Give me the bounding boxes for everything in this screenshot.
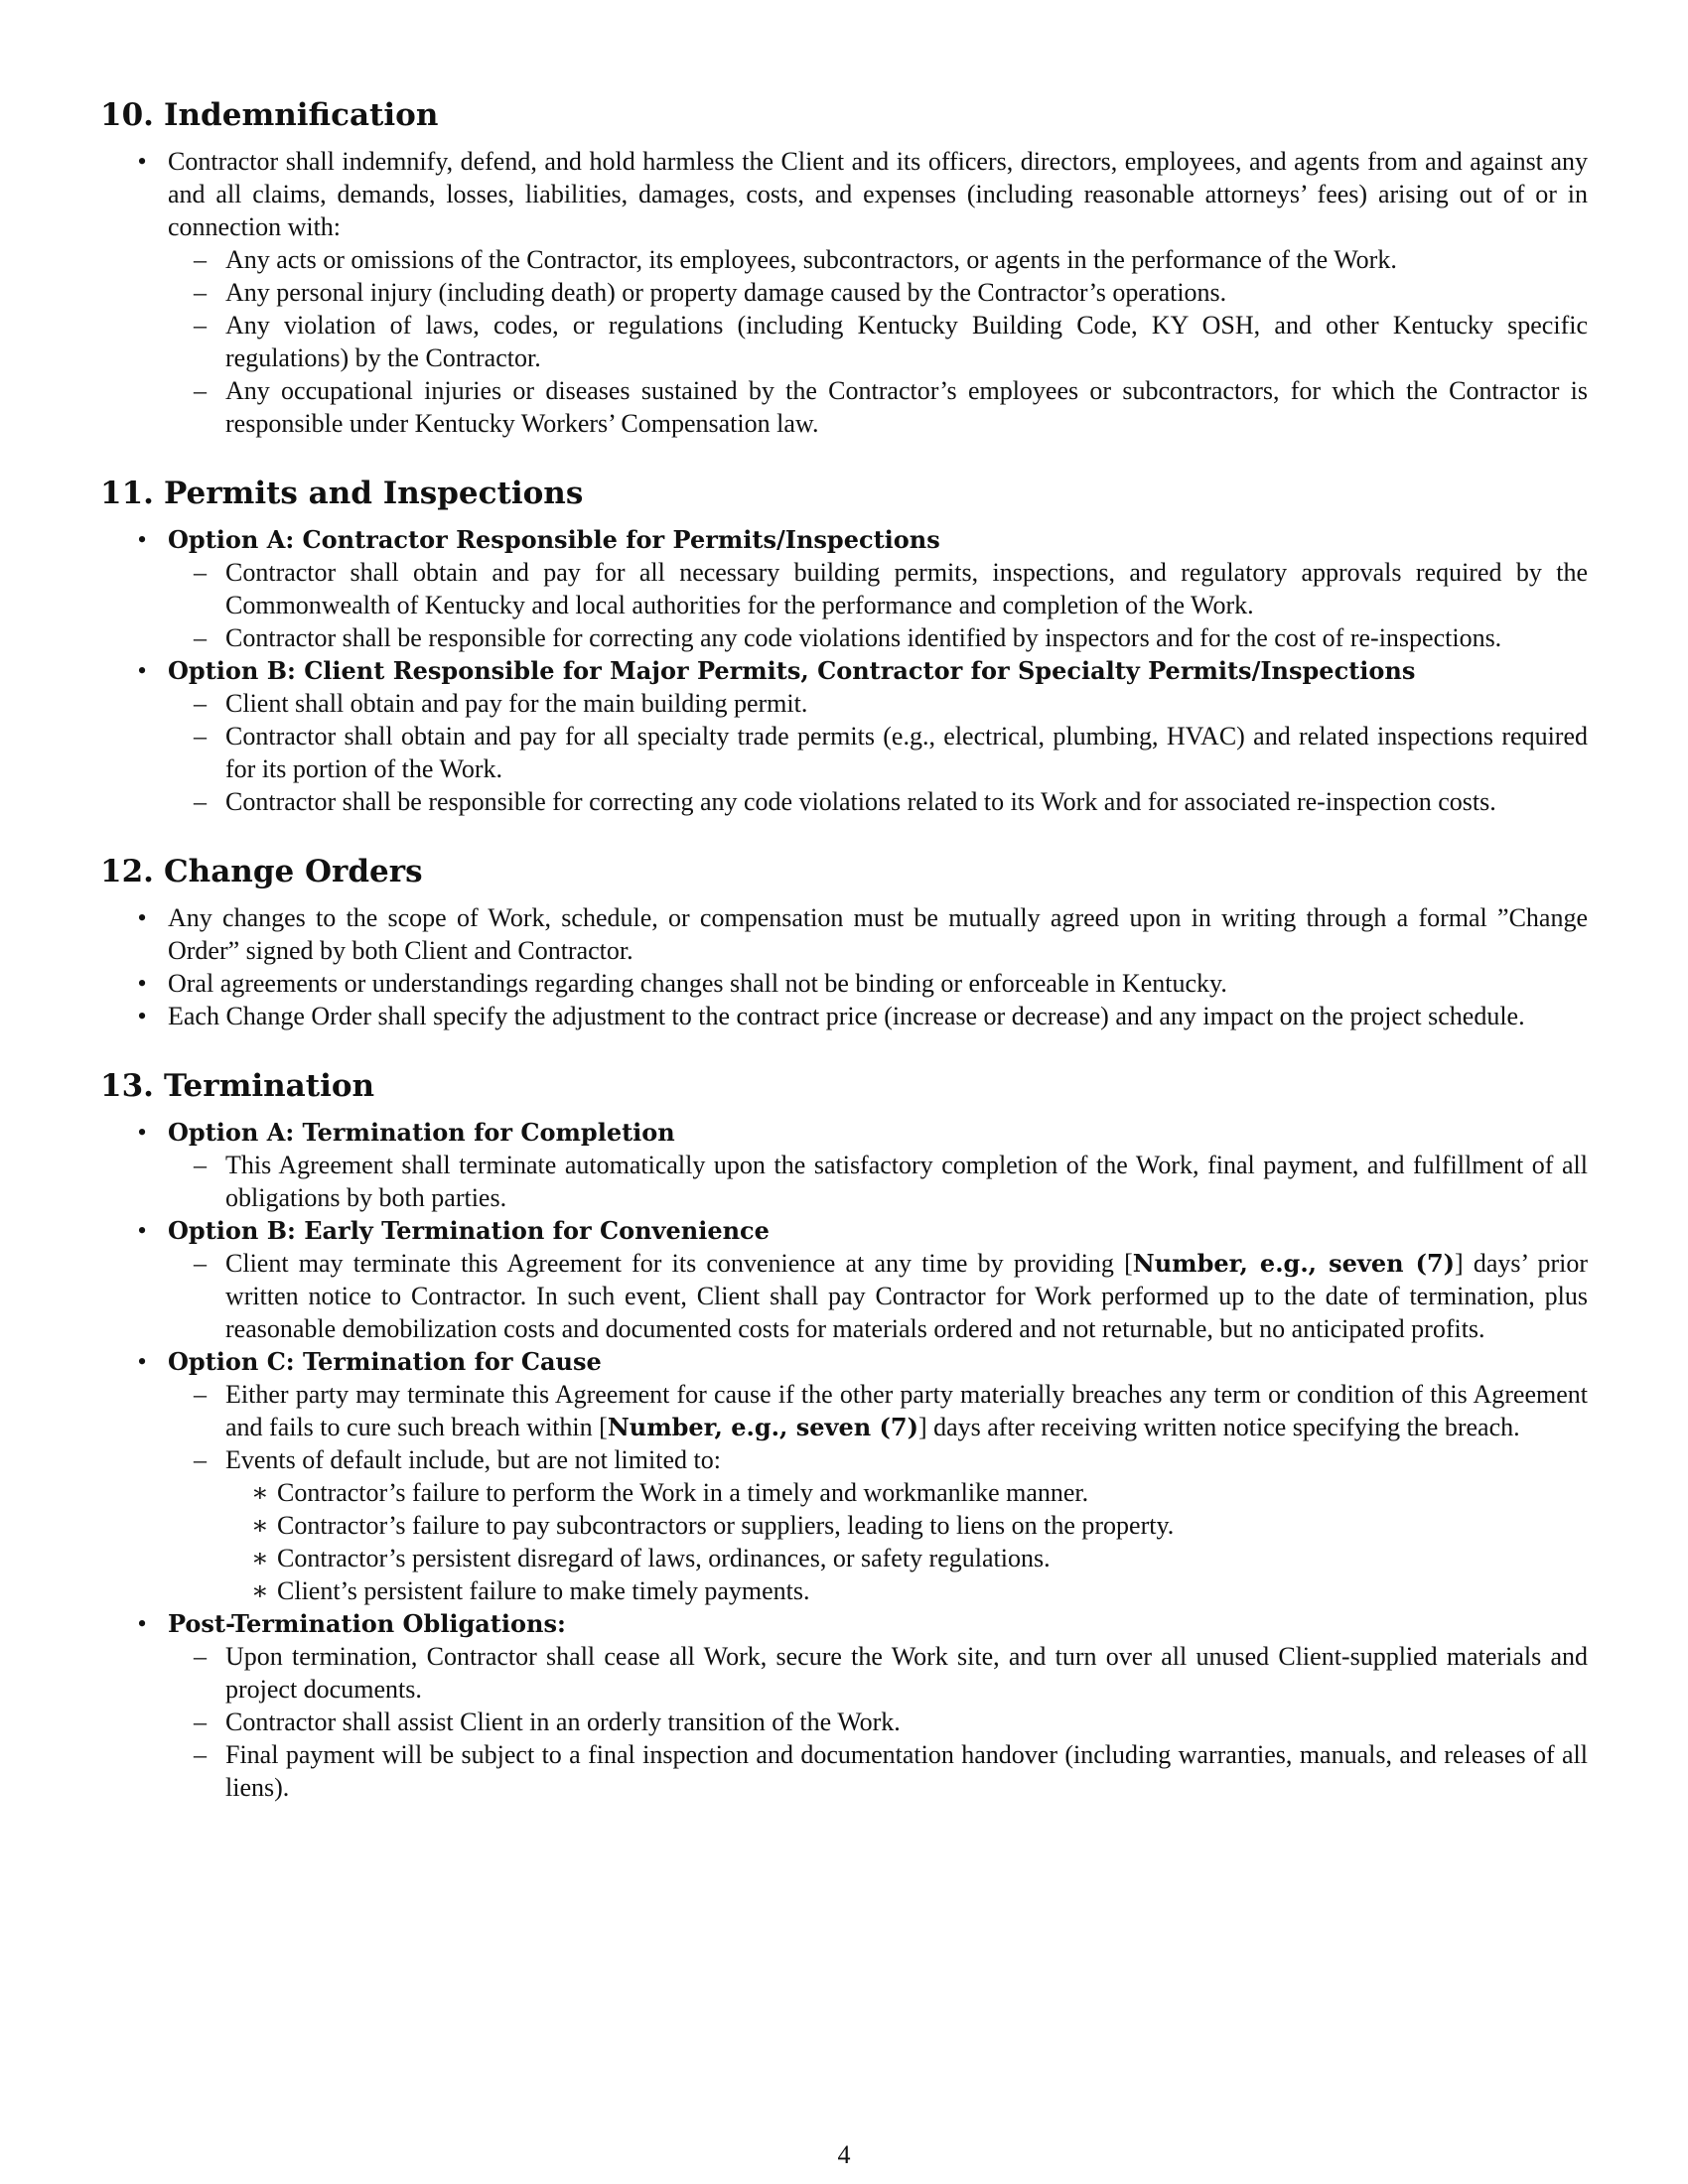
item-text: Client may terminate this Agreement for its convenience at any time by providing [ [225,1249,1133,1278]
list-item [164,309,1588,374]
item-text: Events of default include, but are not limited to: [225,1445,721,1474]
list-marker: – [194,1740,207,1769]
section-title-text: Indemnification [164,97,439,133]
list-marker: • [137,1347,147,1376]
section-number: 13. [100,1068,154,1104]
list-item [100,901,1588,967]
item-text: Contractor shall be responsible for correcting any code violations related to its Work and for associated re-inspection costs. [225,787,1496,816]
list-marker: • [137,656,147,685]
list-item [100,1607,1588,1804]
list-item [164,785,1588,818]
list-marker: • [137,1216,147,1245]
page-number: 4 [837,2140,851,2169]
list-marker: • [137,1118,147,1147]
list-item [164,374,1588,440]
list-item [164,1706,1588,1738]
list-marker: • [137,1609,147,1638]
list-item [164,1443,1588,1607]
list-item [164,1149,1588,1214]
list-marker: – [194,1445,207,1474]
item-text: This Agreement shall terminate automatically upon the satisfactory completion of the Work, final payment, and fulfillment of all obligations by both parties. [225,1151,1588,1212]
item-text: ] days after receiving written notice specifying the breach. [917,1413,1520,1441]
placeholder-number: Number, e.g., seven (7) [607,1413,918,1441]
list-item [164,276,1588,309]
list-item [100,1000,1588,1032]
section-title-text: Change Orders [164,854,423,889]
section-change-orders [100,852,1588,1032]
item-text: Either party may terminate this Agreement for cause if the other party materially breaches any term or condition of this Agreement and fails to cure such breach within [ [225,1380,1588,1441]
list-marker: – [194,1380,207,1409]
item-text: ] days’ prior written notice to Contractor. In such event, Client shall pay Contractor for Work performed up to the date of termination, plus reasonable demobilization costs and documented costs for materials ordered and not returnable, but no anticipated profits. [225,1249,1588,1343]
item-text: Oral agreements or understandings regarding changes shall not be binding or enforceable in Kentucky. [168,969,1227,998]
list-marker: – [194,1707,207,1736]
item-text: Contractor shall assist Client in an orderly transition of the Work. [225,1707,901,1736]
list-marker: • [137,147,147,176]
list-marker: ∗ [251,1576,269,1605]
list-marker: – [194,558,207,587]
list-item [225,1542,1588,1574]
option-label: Option C: Termination for Cause [168,1347,602,1376]
item-text: Any violation of laws, codes, or regulations (including Kentucky Building Code, KY OSH, and other Kentucky specific regulations) by the Contractor. [225,311,1588,372]
option-label: Option A: Termination for Completion [168,1118,675,1147]
list-item [164,243,1588,276]
list-item [164,1247,1588,1345]
option-label: Option A: Contractor Responsible for Permits/Inspections [168,525,940,554]
option-label: Post-Termination Obligations: [168,1609,566,1638]
section-title [100,474,1588,513]
list-item [100,967,1588,1000]
list-item [225,1509,1588,1542]
list-marker: – [194,623,207,652]
section-termination [100,1066,1588,1804]
list-item [225,1574,1588,1607]
item-text: Contractor shall obtain and pay for all necessary building permits, inspections, and regulatory approvals required by the Commonwealth of Kentucky and local authorities for the performance and completion of the Work. [225,558,1588,619]
list-marker: • [137,903,147,932]
list-marker: – [194,1642,207,1671]
item-text: Any acts or omissions of the Contractor, its employees, subcontractors, or agents in the performance of the Work. [225,245,1397,274]
list-item [164,1378,1588,1443]
item-text: Contractor shall indemnify, defend, and hold harmless the Client and its officers, directors, employees, and agents from and against any and all claims, demands, losses, liabilities, damages, costs, and expenses (including reasonable attorneys’ fees) arising out of or in connection with: [168,147,1588,241]
item-text: Client shall obtain and pay for the main building permit. [225,689,808,718]
item-text: Any changes to the scope of Work, schedule, or compensation must be mutually agreed upon in writing through a formal ”Change Order” signed by both Client and Contractor. [168,903,1588,965]
list-marker: – [194,311,207,340]
list-marker: – [194,245,207,274]
item-text: Final payment will be subject to a final inspection and documentation handover (including warranties, manuals, and releases of all liens). [225,1740,1588,1802]
list-marker: • [137,525,147,554]
list-item [164,720,1588,785]
option-label: Option B: Client Responsible for Major Permits, Contractor for Specialty Permits/Inspections [168,656,1416,685]
item-text: Contractor shall be responsible for correcting any code violations identified by inspectors and for the cost of re-inspections. [225,623,1502,652]
item-text: Contractor’s persistent disregard of laws, ordinances, or safety regulations. [277,1544,1051,1572]
list-marker: • [137,969,147,998]
list-marker: ∗ [251,1478,269,1507]
list-marker: – [194,722,207,751]
item-text: Upon termination, Contractor shall cease all Work, secure the Work site, and turn over all unused Client-supplied materials and project documents. [225,1642,1588,1704]
section-number: 11. [100,476,154,511]
item-text: Contractor shall obtain and pay for all specialty trade permits (e.g., electrical, plumbing, HVAC) and related inspections required for its portion of the Work. [225,722,1588,783]
list-marker: ∗ [251,1544,269,1572]
section-indemnification [100,95,1588,440]
section-title-text: Termination [164,1068,375,1104]
list-item [225,1476,1588,1509]
list-item [164,1738,1588,1804]
option-label: Option B: Early Termination for Convenience [168,1216,770,1245]
section-title-text: Permits and Inspections [164,476,584,511]
list-item [100,654,1588,818]
section-number: 10. [100,97,154,133]
list-item [164,556,1588,621]
list-marker: – [194,1151,207,1179]
list-marker: – [194,787,207,816]
item-text: Contractor’s failure to pay subcontractors or suppliers, leading to liens on the property. [277,1511,1175,1540]
list-marker: – [194,376,207,405]
list-item [164,687,1588,720]
list-item [100,1116,1588,1214]
list-item [100,145,1588,440]
placeholder-number: Number, e.g., seven (7) [1132,1249,1455,1278]
list-item [100,1345,1588,1607]
list-marker: ∗ [251,1511,269,1540]
section-permits-inspections [100,474,1588,818]
item-text: Each Change Order shall specify the adjustment to the contract price (increase or decrease) and any impact on the project schedule. [168,1002,1525,1030]
item-text: Any personal injury (including death) or property damage caused by the Contractor’s operations. [225,278,1227,307]
section-title [100,852,1588,891]
item-text: Contractor’s failure to perform the Work in a timely and workmanlike manner. [277,1478,1089,1507]
list-marker: • [137,1002,147,1030]
section-title [100,1066,1588,1106]
list-item [164,1640,1588,1706]
document-page [100,95,1588,1838]
item-text: Any occupational injuries or diseases sustained by the Contractor’s employees or subcontractors, for which the Contractor is responsible under Kentucky Workers’ Compensation law. [225,376,1588,438]
list-marker: – [194,278,207,307]
list-item [100,1214,1588,1345]
list-item [164,621,1588,654]
section-number: 12. [100,854,154,889]
section-title [100,95,1588,135]
item-text: Client’s persistent failure to make timely payments. [277,1576,810,1605]
list-marker: – [194,689,207,718]
list-marker: – [194,1249,207,1278]
list-item [100,523,1588,654]
